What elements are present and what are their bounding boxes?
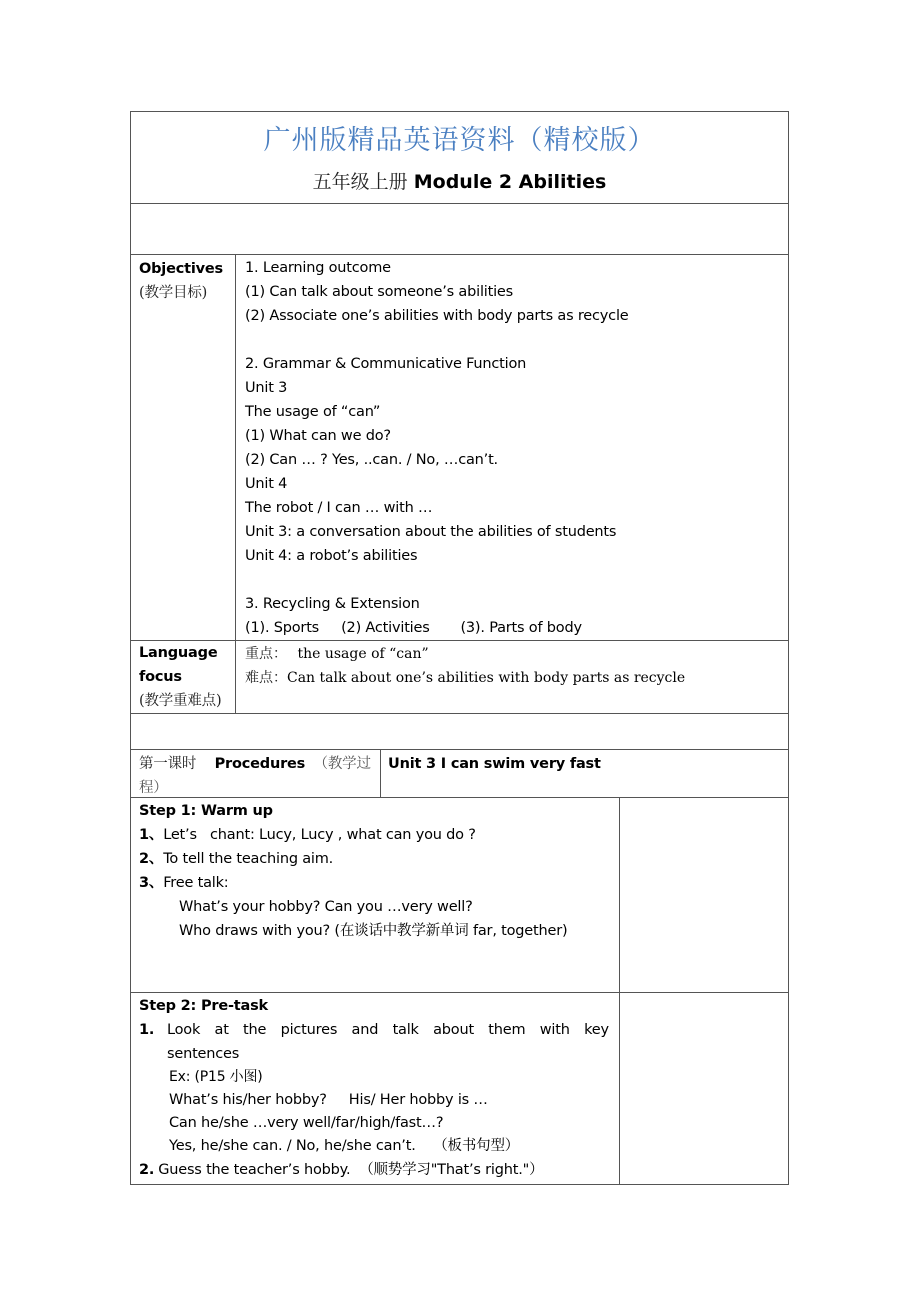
objective-line: (1) What can we do? [245, 428, 391, 444]
step1-notes-cell [620, 798, 788, 992]
unit-title-text: Unit 3 I can swim very fast [388, 756, 601, 772]
step1-content [139, 798, 617, 992]
word: and [351, 1022, 379, 1038]
word: talk [392, 1022, 419, 1038]
objective-line: 2. Grammar & Communicative Function [245, 356, 527, 372]
objective-line [245, 568, 782, 592]
step2-sub-line: What’s his/her hobby? His/ Her hobby is … [169, 1092, 488, 1108]
procedures-label-en: Procedures [214, 756, 306, 772]
objectives-label [139, 255, 235, 640]
objectives-label-en: Objectives [139, 261, 223, 277]
step2-sub-line: Yes, he/she can. / No, he/she can’t. （板书句型） [169, 1138, 520, 1154]
item-number: 1、 [139, 827, 164, 843]
procedures-label-zh-cont: 程） [139, 780, 168, 796]
objective-line: (2) Can … ? Yes, ..can. / No, …can’t. [245, 452, 498, 468]
step1-item [139, 847, 617, 871]
item-text [167, 1018, 609, 1042]
lesson-plan-table [130, 111, 789, 1185]
item-text: To tell the teaching aim. [163, 851, 334, 867]
language-focus-label-en: Language [139, 645, 218, 661]
language-focus-label-en: focus [139, 669, 182, 685]
objective-line: 1. Learning outcome [245, 260, 391, 276]
objective-line: Unit 4 [245, 476, 288, 492]
difficult-point-label: 难点： [245, 670, 287, 686]
language-focus-row [131, 641, 788, 714]
procedures-row [131, 750, 788, 798]
difficult-point [245, 666, 782, 690]
word: with [539, 1022, 570, 1038]
language-focus-label [139, 641, 235, 713]
step1-title: Step 1: Warm up [139, 803, 273, 819]
objective-line: Unit 3 [245, 380, 288, 396]
procedures-label [139, 750, 379, 797]
step1-item [139, 823, 617, 847]
objectives-content [245, 255, 782, 640]
document-title: 广州版精品英语资料（精校版） [263, 125, 656, 156]
objectives-label-zh: (教学目标) [139, 285, 208, 301]
step1-row [131, 798, 788, 993]
item-text: Let’s chant: Lucy, Lucy , what can you do ? [163, 827, 476, 843]
procedures-label-zh: （教学过 [313, 756, 371, 772]
difficult-point-text: Can talk about one’s abilities with body parts as recycle [287, 670, 686, 686]
document-subtitle [131, 167, 788, 194]
item-number: 2. [139, 1162, 155, 1178]
objective-line: (1) Can talk about someone’s abilities [245, 284, 513, 300]
column-divider [380, 750, 381, 797]
title-row [131, 112, 788, 204]
step1-item [139, 871, 617, 895]
unit-title [388, 750, 782, 797]
column-divider [235, 641, 236, 713]
step2-title: Step 2: Pre-task [139, 998, 268, 1014]
step2-item [139, 1018, 609, 1042]
step2-row [131, 993, 788, 1185]
column-divider [235, 255, 236, 640]
word: key [584, 1022, 609, 1038]
language-focus-content [245, 641, 782, 713]
word: the [243, 1022, 267, 1038]
word: pictures [280, 1022, 338, 1038]
word: about [433, 1022, 474, 1038]
objective-line: 3. Recycling & Extension [245, 596, 420, 612]
period-label: 第一课时 [139, 756, 197, 772]
step2-notes-cell [620, 993, 788, 1185]
item-number: 2、 [139, 851, 164, 867]
item-number: 1. [139, 1022, 155, 1038]
objective-line: The usage of “can” [245, 404, 381, 420]
blank-row [131, 204, 788, 255]
key-point-label: 重点： [245, 646, 287, 662]
word: them [488, 1022, 526, 1038]
blank-row [131, 714, 788, 750]
subtitle-module: Module 2 Abilities [413, 171, 607, 193]
word: Look [167, 1022, 201, 1038]
item-text: Free talk: [163, 875, 229, 891]
objective-line [245, 328, 782, 352]
objective-line: Unit 3: a conversation about the abilities of students [245, 524, 617, 540]
step2-item [139, 1158, 609, 1182]
step2-sub-line: Ex: (P15 小图) [169, 1069, 263, 1085]
objectives-row [131, 255, 788, 641]
step2-item-cont: sentences [167, 1046, 240, 1062]
objective-line: (1). Sports (2) Activities (3). Parts of body [245, 620, 582, 636]
item-number: 3、 [139, 875, 164, 891]
step2-content [139, 993, 609, 1185]
step1-sub-line: What’s your hobby? Can you …very well? [179, 899, 473, 915]
key-point-text: the usage of “can” [297, 646, 429, 662]
subtitle-grade: 五年级上册 [312, 171, 408, 193]
objective-line: Unit 4: a robot’s abilities [245, 548, 418, 564]
language-focus-label-zh: (教学重难点) [139, 693, 222, 709]
item-text: Guess the teacher’s hobby. （顺势学习"That’s right."） [158, 1162, 544, 1178]
objective-line: (2) Associate one’s abilities with body parts as recycle [245, 308, 629, 324]
step1-sub-line: Who draws with you? (在谈话中教学新单词 far, together) [179, 923, 568, 939]
step2-sub-line: Can he/she …very well/far/high/fast…? [169, 1115, 444, 1131]
objective-line: The robot / I can … with … [245, 500, 433, 516]
key-point [245, 642, 782, 666]
word: at [214, 1022, 229, 1038]
